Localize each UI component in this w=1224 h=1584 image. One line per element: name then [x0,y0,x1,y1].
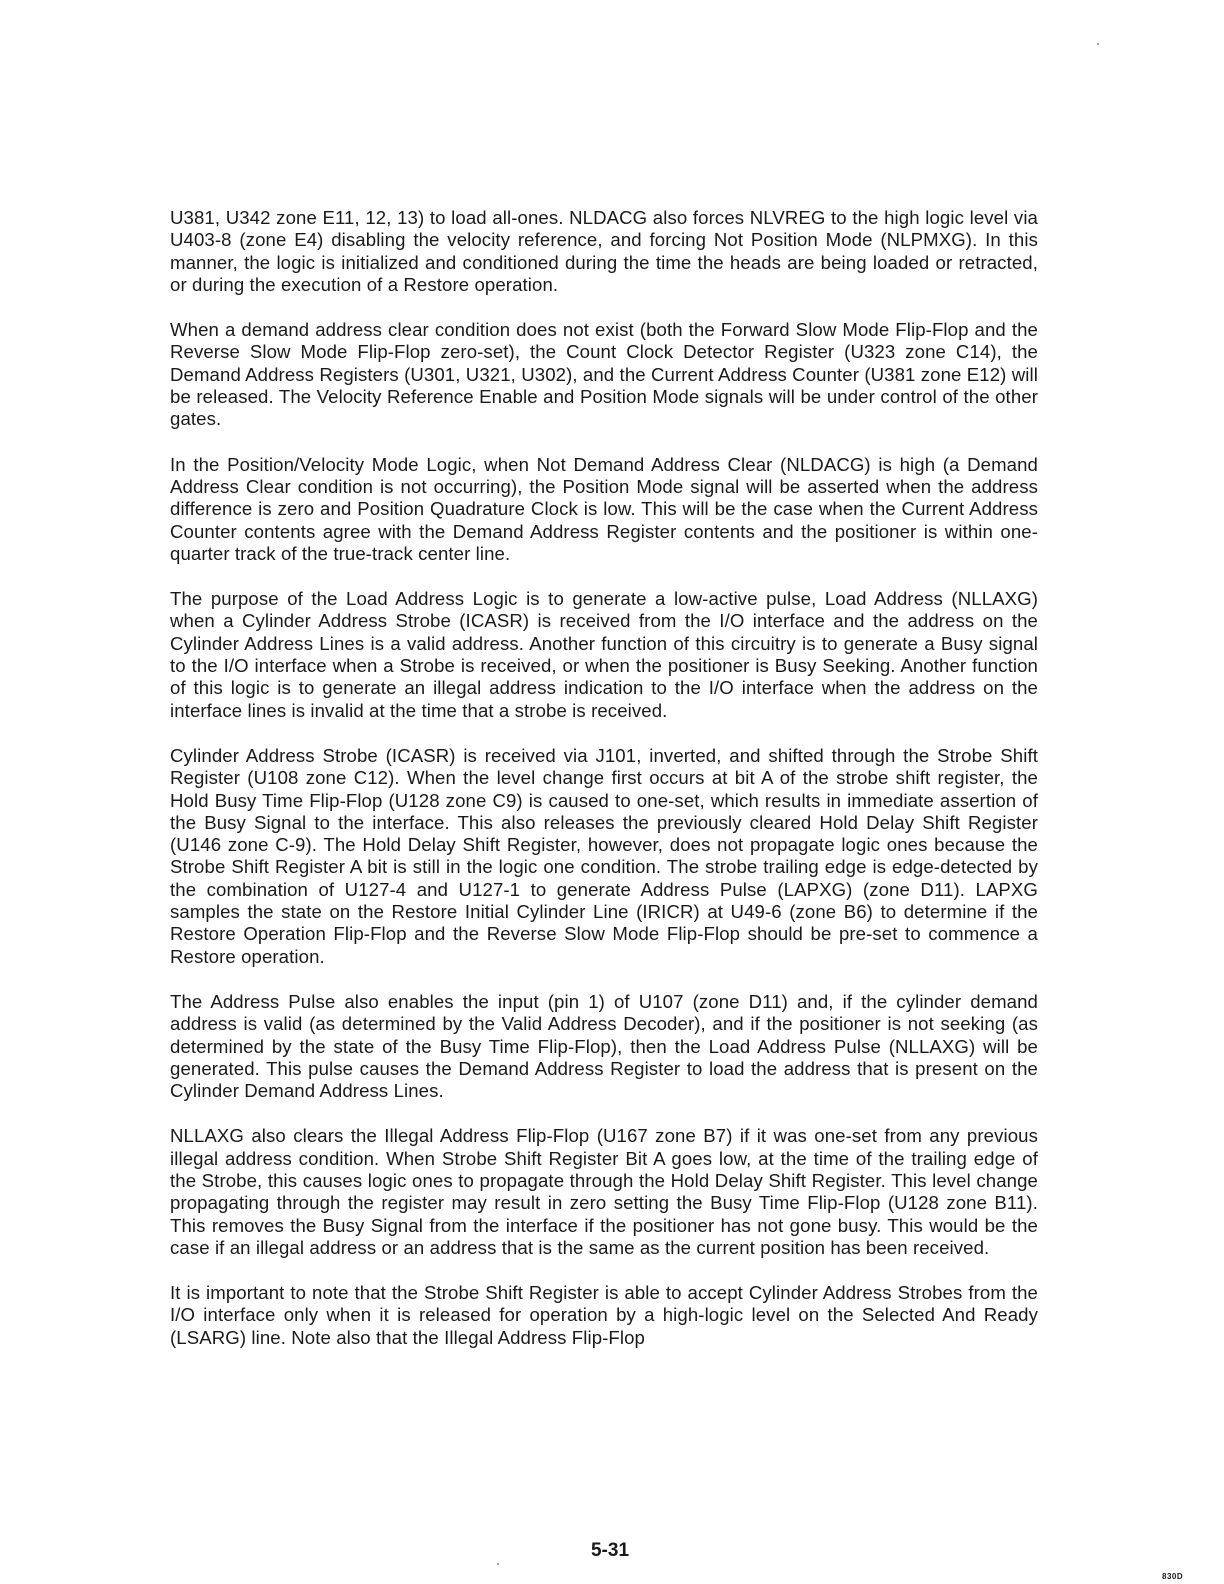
page-number: 5-31 [590,1540,630,1561]
paragraph-3: In the Position/Velocity Mode Logic, when Not Demand Address Clear (NLDACG) is high (a Demand Address Clear condition is not occurring), the Position Mode signal will be asserted when the address difference is zero and Position Quadrature Clock is low. This will be the case when the Current Address Counter contents agree with the Demand Address Register contents and the positioner is within one-quarter track of the true-track center line. [170,453,1038,564]
scan-speck [1097,43,1099,45]
paragraph-5: Cylinder Address Strobe (ICASR) is received via J101, inverted, and shifted through the Strobe Shift Register (U108 zone C12). When the level change first occurs at bit A of the strobe shift register, the Hold Busy Time Flip-Flop (U128 zone C9) is caused to one-set, which results in immediate assertion of the Busy Signal to the interface. This also releases the previously cleared Hold Delay Shift Register (U146 zone C-9). The Hold Delay Shift Register, however, does not propagate logic ones because the Strobe Shift Register A bit is still in the logic one condition. The strobe trailing edge is edge-detected by the combination of U127-4 and U127-1 to generate Address Pulse (LAPXG) (zone D11). LAPXG samples the state on the Restore Initial Cylinder Line (IRICR) at U49-6 (zone B6) to determine if the Restore Operation Flip-Flop and the Reverse Slow Mode Flip-Flop should be pre-set to commence a Restore operation. [170,744,1038,967]
body-text [170,207,1038,1372]
paragraph-4: The purpose of the Load Address Logic is to generate a low-active pulse, Load Address (NLLAXG) when a Cylinder Address Strobe (ICASR) is received from the I/O interface and the address on the Cylinder Address Lines is a valid address. Another function of this circuitry is to generate a Busy signal to the I/O interface when a Strobe is received, or when the positioner is Busy Seeking. Another function of this logic is to generate an illegal address indication to the I/O interface when the address on the interface lines is invalid at the time that a strobe is received. [170,588,1038,721]
document-code: 830D [1162,1572,1184,1581]
paragraph-2: When a demand address clear condition does not exist (both the Forward Slow Mode Flip-Flop and the Reverse Slow Mode Flip-Flop zero-set), the Count Clock Detector Register (U323 zone C14), the Demand Address Registers (U301, U321, U302), and the Current Address Counter (U381 zone E12) will be released. The Velocity Reference Enable and Position Mode signals will be under control of the other gates. [170,319,1038,430]
paragraph-6: The Address Pulse also enables the input (pin 1) of U107 (zone D11) and, if the cylinder demand address is valid (as determined by the Valid Address Decoder), and if the positioner is not seeking (as determined by the state of the Busy Time Flip-Flop), then the Load Address Pulse (NLLAXG) will be generated. This pulse causes the Demand Address Register to load the address that is present on the Cylinder Demand Address Lines. [170,990,1038,1102]
scan-speck [497,1563,499,1565]
paragraph-7: NLLAXG also clears the Illegal Address Flip-Flop (U167 zone B7) if it was one-set from any previous illegal address condition. When Strobe Shift Register Bit A goes low, at the time of the trailing edge of the Strobe, this causes logic ones to propagate through the Hold Delay Shift Register. This level change propagating through the register may result in zero setting the Busy Time Flip-Flop (U128 zone B11). This removes the Busy Signal from the interface if the positioner has not gone busy. This would be the case if an illegal address or an address that is the same as the current position has been received. [170,1125,1038,1258]
paragraph-1: U381, U342 zone E11, 12, 13) to load all-ones. NLDACG also forces NLVREG to the high logic level via U403-8 (zone E4) disabling the velocity reference, and forcing Not Position Mode (NLPMXG). In this manner, the logic is initialized and conditioned during the time the heads are being loaded or retracted, or during the execution of a Restore operation. [170,207,1038,295]
paragraph-8: It is important to note that the Strobe Shift Register is able to accept Cylinder Address Strobes from the I/O interface only when it is released for operation by a high-logic level on the Selected And Ready (LSARG) line. Note also that the Illegal Address Flip-Flop [170,1282,1038,1348]
